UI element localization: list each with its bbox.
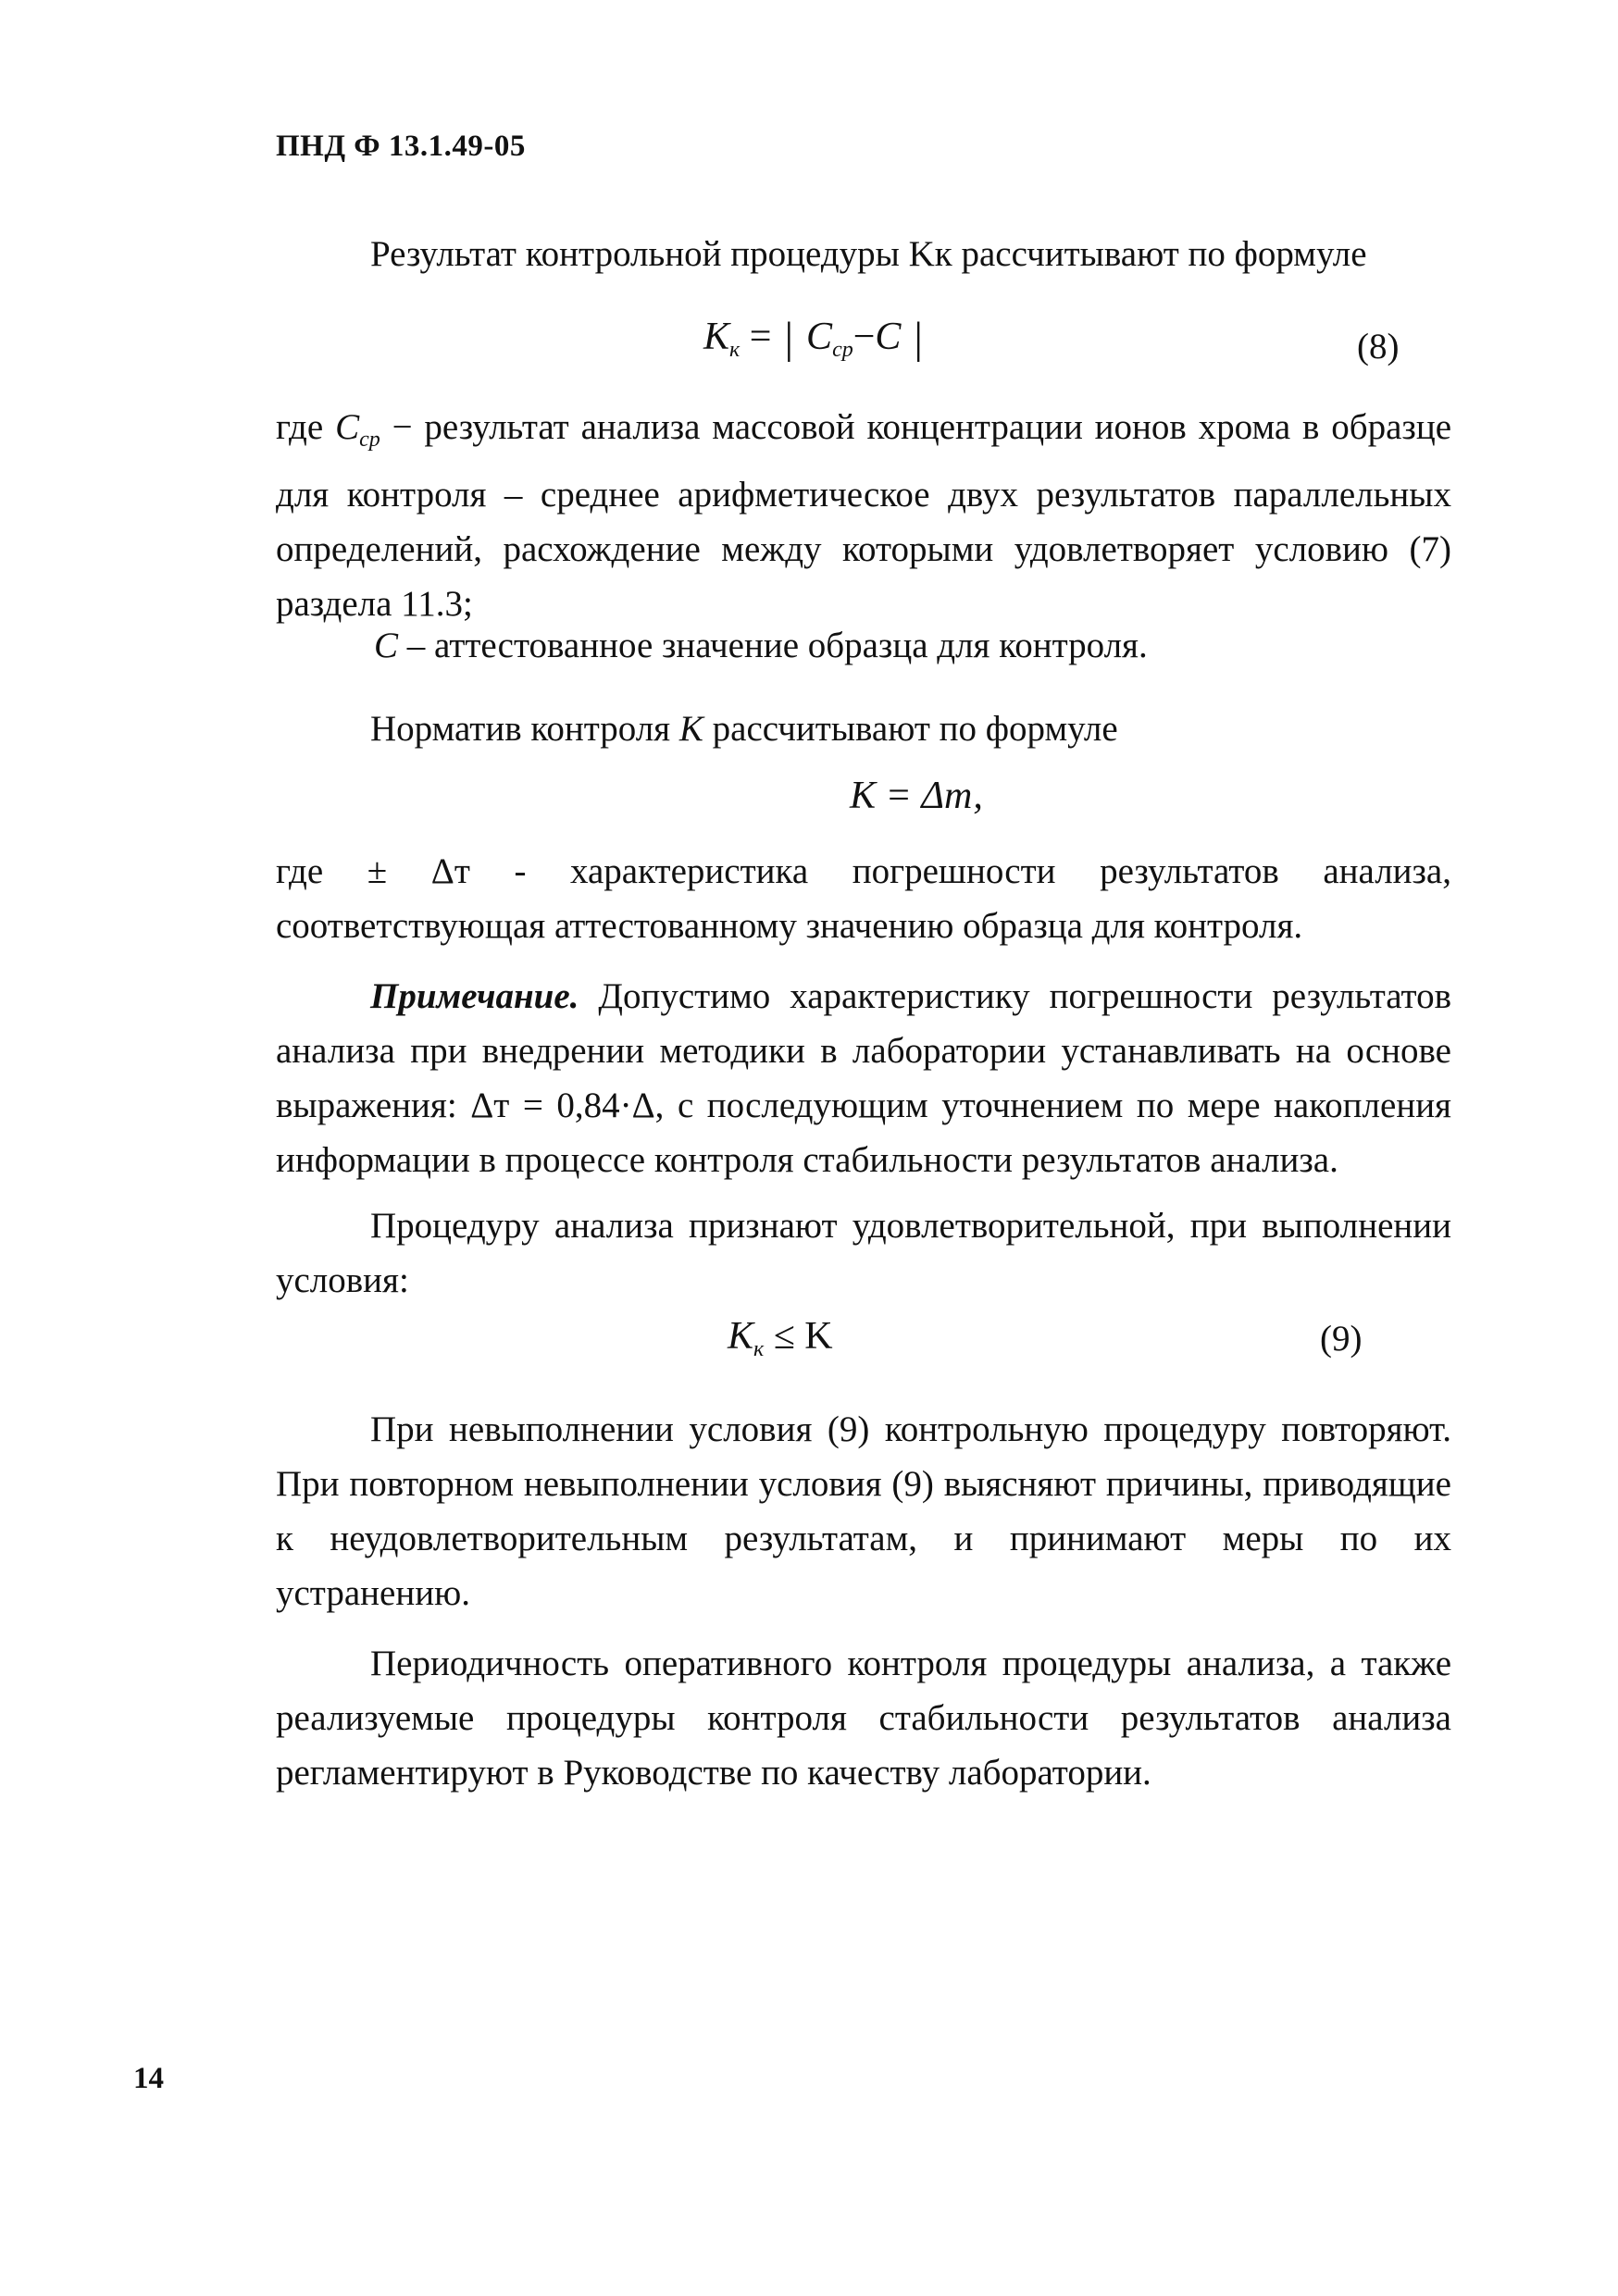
note-text: Допустимо характеристику погрешности результатов анализа при внедрении методики в лаборатории устанавливать на основе выражения: Δт = 0,84·Δ, с последующим уточнением по мере накопления информации в процессе контроля стабильности результатов анализа. bbox=[276, 976, 1451, 1180]
formula-8: $K_к$ = | $C_{ср}-C$ | bbox=[703, 314, 924, 363]
equation-number-8: (8) bbox=[1357, 327, 1400, 366]
formula-9 bbox=[728, 1314, 833, 1362]
formula-8-lhs-sub: к bbox=[729, 338, 741, 362]
equation-number-9: (9) bbox=[1320, 1319, 1363, 1359]
c-var: C bbox=[374, 626, 399, 665]
paragraph-periodicity: Периодичность оперативного контроля процедуры анализа, а также реализуемые процедуры контроля стабильности результатов анализа регламентируют в Руководстве по качеству лаборатории. bbox=[276, 1644, 1451, 1793]
norm-before: Норматив контроля bbox=[370, 709, 679, 749]
formula-8-lhs: K bbox=[703, 316, 730, 358]
paragraph-procedure-satisfactory: Процедуру анализа признают удовлетворительной, при выполнении условия: bbox=[276, 1206, 1451, 1300]
c-avg-description: − результат анализа массовой концентрации ионов хрома в образце для контроля – среднее арифметическое двух результатов параллельных определений, расхождение между которыми удовлетворяет условию (7) раздела 11.3; bbox=[276, 407, 1452, 624]
formula-9-relation: ≤ K bbox=[764, 1315, 833, 1358]
formula-9-lhs-sub: к bbox=[753, 1337, 765, 1361]
paragraph-norm-k bbox=[276, 701, 1451, 756]
c-description: – аттестованное значение образца для контроля. bbox=[398, 626, 1148, 665]
paragraph-non-fulfillment: При невыполнении условия (9) контрольную процедуру повторяют. При повторном невыполнении условия (9) выясняют причины, приводящие к неудовлетворительным результатам, и принимают меры по их устранению. bbox=[276, 1409, 1451, 1613]
formula-9-lhs: K bbox=[728, 1315, 754, 1358]
paragraph-where-delta: где ± Δт - характеристика погрешности результатов анализа, соответствующая аттестованному значению образца для контроля. bbox=[276, 851, 1451, 946]
norm-var: K bbox=[678, 709, 703, 749]
formula-8-equals: = bbox=[749, 316, 772, 358]
where-word: где bbox=[276, 407, 324, 447]
c-avg-var-sub: ср bbox=[359, 428, 380, 452]
note-title: Примечание. bbox=[370, 976, 579, 1016]
formula-8-c2: C bbox=[875, 316, 902, 358]
c-avg-var: C bbox=[335, 407, 360, 447]
formula-8-minus: − bbox=[853, 316, 876, 358]
page-number: 14 bbox=[133, 2062, 164, 2095]
paragraph-where-c-avg bbox=[276, 400, 1451, 631]
formula-k: K = Δт, bbox=[850, 775, 983, 817]
formula-8-c1-sub: ср bbox=[832, 338, 853, 362]
paragraph-c-certified bbox=[276, 618, 1451, 673]
norm-after: рассчитывают по формуле bbox=[703, 709, 1118, 749]
paragraph-note bbox=[276, 969, 1451, 1187]
formula-8-c1: C bbox=[806, 316, 833, 358]
document-code-header: ПНД Ф 13.1.49-05 bbox=[276, 130, 526, 163]
paragraph-control-result: Результат контрольной процедуры Kк рассчитывают по формуле bbox=[370, 234, 1367, 274]
